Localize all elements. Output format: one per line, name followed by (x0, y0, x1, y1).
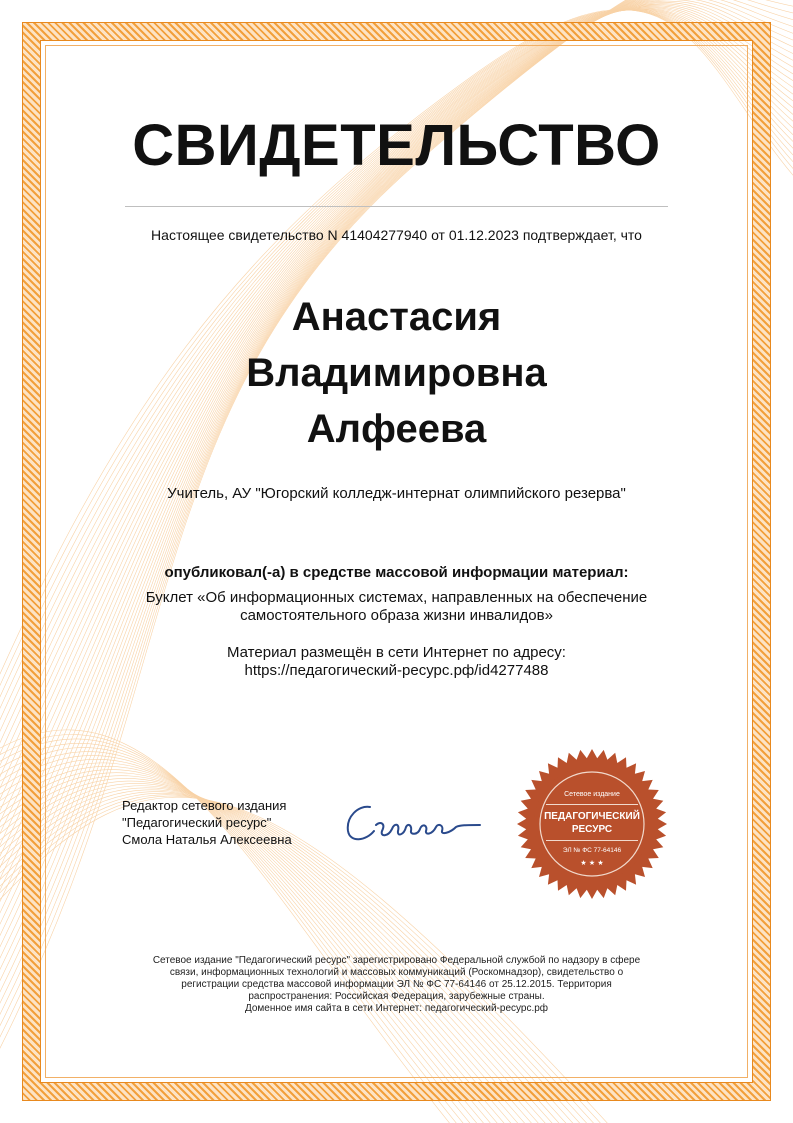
person-patronymic: Владимировна (246, 351, 547, 395)
editor-line-1: Редактор сетевого издания (122, 798, 287, 813)
footer-line-4: распространения: Российская Федерация, зарубежные страны. (248, 991, 545, 1002)
footer-line-3: регистрации средства массовой информации ЭЛ № ФС 77-64146 от 25.12.2015. Территория (181, 979, 612, 990)
certificate-title: СВИДЕТЕЛЬСТВО (132, 113, 661, 178)
confirmation-text: Настоящее свидетельство N 41404277940 от 01.12.2023 подтверждает, что (151, 227, 642, 243)
editor-line-2: "Педагогический ресурс" (122, 815, 272, 830)
editor-signature (340, 795, 495, 855)
material-title-line-2: самостоятельного образа жизни инвалидов» (240, 607, 553, 624)
url-label: Материал размещён в сети Интернет по адресу: (227, 644, 566, 661)
material-url: https://педагогический-ресурс.рф/id4277488 (244, 662, 549, 679)
registration-footer (118, 955, 675, 1015)
footer-line-5: Доменное имя сайта в сети Интернет: педагогический-ресурс.рф (244, 1003, 549, 1014)
editor-block (122, 797, 292, 848)
seal-name-line-2: РЕСУРС (571, 824, 613, 835)
person-position: Учитель, АУ "Югорский колледж-интернат олимпийского резерва" (167, 485, 626, 502)
title-divider (125, 206, 668, 207)
footer-line-1: Сетевое издание "Педагогический ресурс" зарегистрировано Федеральной службой по надзору в сфере (152, 955, 641, 966)
person-first-name: Анастасия (291, 295, 502, 339)
person-last-name: Алфеева (306, 407, 487, 451)
material-title (100, 589, 693, 625)
footer-line-2: связи, информационных технологий и массовых коммуникаций (Роскомнадзор), свидетельство о (169, 967, 624, 978)
editor-name: Смола Наталья Алексеевна (122, 832, 292, 847)
seal-stars: ★ ★ ★ (580, 859, 604, 867)
published-label: опубликовал(-а) в средстве массовой информации материал: (164, 564, 629, 581)
seal-top-text: Сетевое издание (564, 791, 620, 798)
seal-name-line-1: ПЕДАГОГИЧЕСКИЙ (544, 811, 640, 822)
seal-registration: ЭЛ № ФС 77-64146 (562, 847, 622, 854)
material-title-line-1: Буклет «Об информационных системах, направленных на обеспечение (145, 589, 648, 606)
publisher-seal (516, 748, 668, 900)
